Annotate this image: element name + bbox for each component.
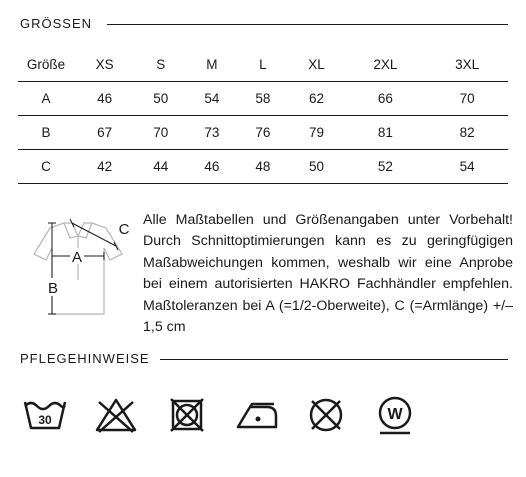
wash-30-icon: [22, 394, 68, 436]
size-disclaimer-note: [143, 210, 513, 338]
diagram-label-b: B: [47, 280, 59, 297]
shirt-measurement-diagram: [18, 210, 138, 322]
row-label: C: [18, 150, 74, 184]
table-cell: 44: [135, 150, 186, 184]
size-header-label: Größe: [18, 48, 74, 82]
row-label: B: [18, 116, 74, 150]
table-cell: 62: [288, 82, 344, 116]
sizes-section-title: GRÖSSEN: [20, 16, 93, 31]
table-cell: 52: [345, 150, 427, 184]
disclaimer-text: Alle Maßtabellen und Größenangaben unter Vorbehalt! Durch Schnittoptimierungen kann es zu geringfügigen Maßabweichungen kommen, weshalb wir eine Anprobe bei einem autorisierten HAKRO Fachhändler empfehlen. Maßtoleranzen bei A (=1/2-Oberweite), C (=Armlänge) +/–1,5 cm: [143, 212, 513, 336]
table-cell: 66: [345, 82, 427, 116]
size-table-row-c: [18, 150, 508, 184]
size-table-row-b: [18, 116, 508, 150]
care-section-title: PFLEGEHINWEISE: [20, 351, 150, 366]
table-cell: 46: [74, 82, 135, 116]
table-cell: 42: [74, 150, 135, 184]
size-column-header: L: [237, 48, 288, 82]
size-column-header: 3XL: [426, 48, 508, 82]
diagram-label-a: A: [71, 249, 83, 266]
table-cell: 50: [135, 82, 186, 116]
wash-temperature-label: 30: [38, 413, 52, 427]
size-table: [18, 48, 508, 184]
no-dry-clean-icon: [303, 394, 349, 436]
table-cell: 81: [345, 116, 427, 150]
size-column-header: 2XL: [345, 48, 427, 82]
table-cell: 73: [186, 116, 237, 150]
table-cell: 54: [186, 82, 237, 116]
row-label: A: [18, 82, 74, 116]
wet-clean-icon: [372, 394, 418, 436]
table-cell: 46: [186, 150, 237, 184]
table-cell: 70: [135, 116, 186, 150]
size-table-header-row: [18, 48, 508, 82]
size-column-header: XS: [74, 48, 135, 82]
table-cell: 76: [237, 116, 288, 150]
size-column-header: S: [135, 48, 186, 82]
wet-clean-letter: W: [387, 406, 403, 423]
iron-low-icon: [234, 394, 280, 436]
table-cell: 82: [426, 116, 508, 150]
no-bleach-icon: [93, 394, 139, 436]
diagram-label-c: C: [118, 221, 130, 238]
table-cell: 48: [237, 150, 288, 184]
size-column-header: XL: [288, 48, 344, 82]
size-table-row-a: [18, 82, 508, 116]
table-cell: 50: [288, 150, 344, 184]
table-cell: 67: [74, 116, 135, 150]
table-cell: 70: [426, 82, 508, 116]
table-cell: 54: [426, 150, 508, 184]
sizes-title-rule: [107, 24, 508, 25]
care-title-rule: [160, 359, 508, 360]
no-tumble-dry-icon: [164, 394, 210, 436]
size-column-header: M: [186, 48, 237, 82]
table-cell: 58: [237, 82, 288, 116]
table-cell: 79: [288, 116, 344, 150]
